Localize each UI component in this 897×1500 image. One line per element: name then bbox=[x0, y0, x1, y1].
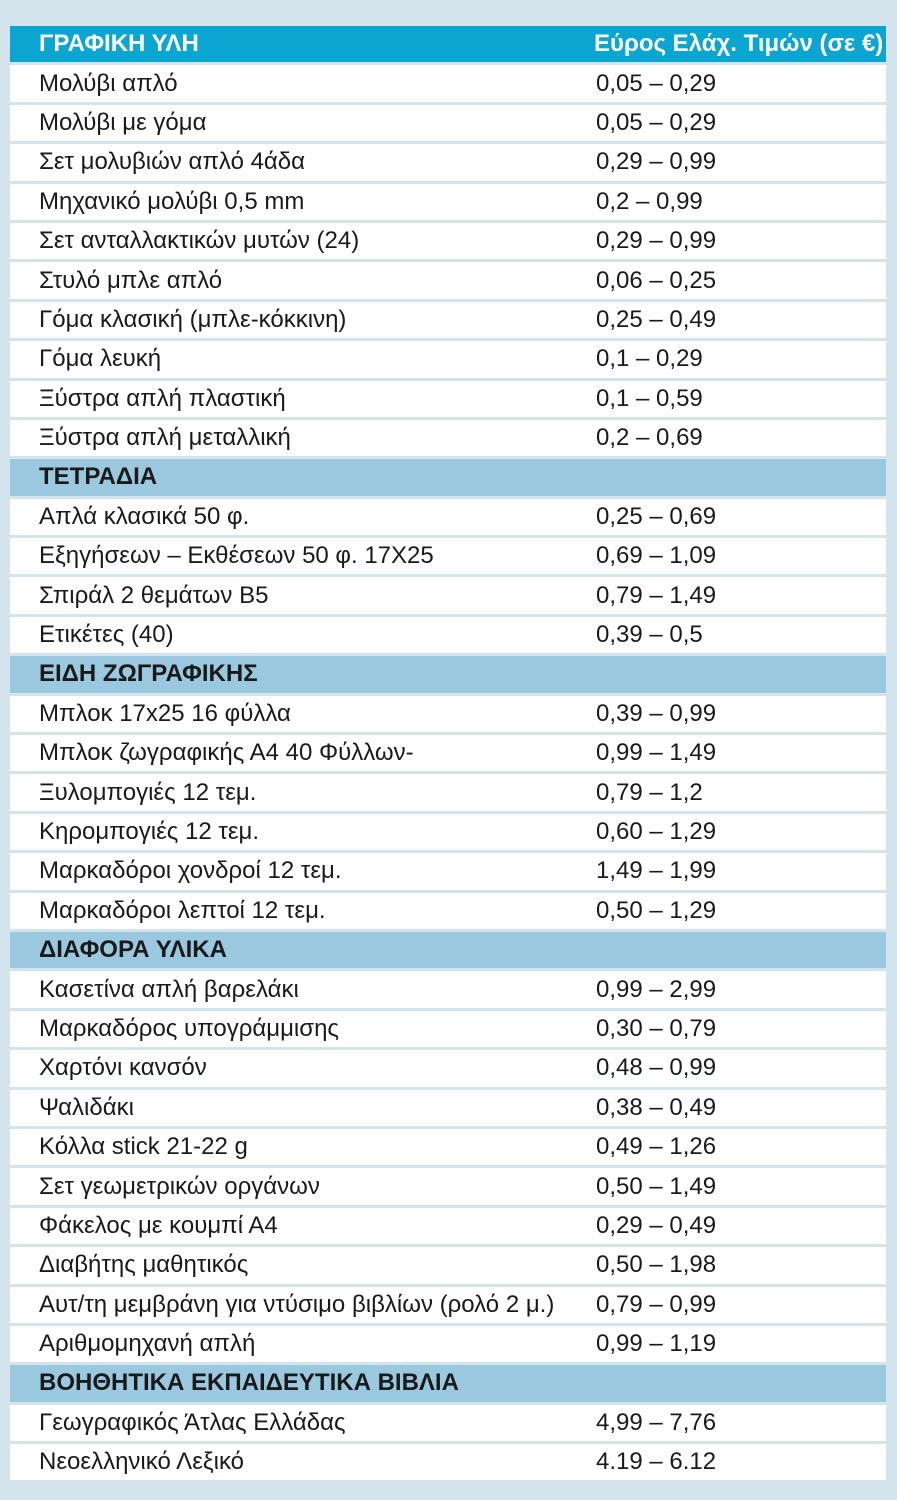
item-price-range: 0,79 – 1,49 bbox=[596, 581, 717, 609]
item-price-range: 0,38 – 0,49 bbox=[596, 1093, 717, 1121]
section-header-row bbox=[10, 932, 886, 968]
item-price-range: 0,48 – 0,99 bbox=[596, 1054, 717, 1082]
item-name: Αυτ/τη μεμβράνη για ντύσιμο βιβλίων (ρολό 2 μ.) bbox=[39, 1290, 555, 1318]
table-row bbox=[10, 853, 886, 889]
item-name: Σετ μολυβιών απλό 4άδα bbox=[39, 148, 306, 176]
table-row bbox=[10, 1090, 886, 1126]
item-price-range: 0,05 – 0,29 bbox=[596, 108, 717, 136]
item-name: Φάκελος με κουμπί Α4 bbox=[39, 1211, 278, 1239]
item-price-range: 0,79 – 1,2 bbox=[596, 778, 703, 806]
item-name: Μπλοκ ζωγραφικής Α4 40 Φύλλων- bbox=[39, 739, 414, 767]
table-row bbox=[10, 1050, 886, 1086]
table-row bbox=[10, 774, 886, 810]
item-name: Μαρκαδόρος υπογράμμισης bbox=[39, 1014, 339, 1042]
table-row bbox=[10, 617, 886, 653]
item-price-range: 4.19 – 6.12 bbox=[596, 1448, 717, 1476]
table-row bbox=[10, 1247, 886, 1283]
item-name: Μηχανικό μολύβι 0,5 mm bbox=[39, 187, 305, 215]
item-price-range: 4,99 – 7,76 bbox=[596, 1408, 717, 1436]
table-row bbox=[10, 814, 886, 850]
item-price-range: 0,39 – 0,5 bbox=[596, 621, 703, 649]
item-name: Κασετίνα απλή βαρελάκι bbox=[39, 975, 299, 1003]
item-name: Κόλλα stick 21-22 g bbox=[39, 1133, 248, 1161]
item-price-range: 0,99 – 2,99 bbox=[596, 975, 717, 1003]
table-row bbox=[10, 302, 886, 338]
item-price-range: 0,25 – 0,49 bbox=[596, 305, 717, 333]
item-name: Σετ γεωμετρικών οργάνων bbox=[39, 1172, 320, 1200]
table-row bbox=[10, 341, 886, 377]
table-row bbox=[10, 1326, 886, 1362]
header-price-range: Εύρος Ελάχ. Τιμών (σε €) bbox=[594, 30, 884, 58]
item-price-range: 0,1 – 0,59 bbox=[596, 384, 703, 412]
item-price-range: 0,50 – 1,49 bbox=[596, 1172, 717, 1200]
item-price-range: 0,50 – 1,98 bbox=[596, 1251, 717, 1279]
item-price-range: 0,29 – 0,99 bbox=[596, 148, 717, 176]
table-row bbox=[10, 499, 886, 535]
table-header-row bbox=[10, 26, 886, 62]
table-row bbox=[10, 1168, 886, 1204]
item-name: Γόμα λευκή bbox=[39, 345, 162, 373]
item-price-range: 0,50 – 1,29 bbox=[596, 896, 717, 924]
item-price-range: 0,99 – 1,19 bbox=[596, 1330, 717, 1358]
section-title: ΒΟΗΘΗΤΙΚΑ ΕΚΠΑΙΔΕΥΤΙΚΑ ΒΙΒΛΙΑ bbox=[39, 1369, 459, 1397]
table-row bbox=[10, 893, 886, 929]
section-header-row bbox=[10, 1365, 886, 1401]
item-name: Σπιράλ 2 θεμάτων Β5 bbox=[39, 581, 269, 609]
item-price-range: 0,2 – 0,99 bbox=[596, 187, 703, 215]
item-price-range: 0,99 – 1,49 bbox=[596, 739, 717, 767]
table-row bbox=[10, 144, 886, 180]
item-name: Μολύβι απλό bbox=[39, 69, 178, 97]
item-name: Αριθμομηχανή απλή bbox=[39, 1330, 256, 1358]
table-row bbox=[10, 1129, 886, 1165]
section-title: ΤΕΤΡΑΔΙΑ bbox=[39, 463, 158, 491]
item-price-range: 0,06 – 0,25 bbox=[596, 266, 717, 294]
item-price-range: 0,05 – 0,29 bbox=[596, 69, 717, 97]
section-header-row bbox=[10, 459, 886, 495]
item-name: Ξυλομπογιές 12 τεμ. bbox=[39, 778, 257, 806]
item-name: Στυλό μπλε απλό bbox=[39, 266, 223, 294]
table-row bbox=[10, 1444, 886, 1480]
section-header-row bbox=[10, 656, 886, 692]
item-price-range: 0,25 – 0,69 bbox=[596, 502, 717, 530]
item-name: Νεοελληνικό Λεξικό bbox=[39, 1448, 245, 1476]
table-row bbox=[10, 1287, 886, 1323]
table-row bbox=[10, 1011, 886, 1047]
table-row bbox=[10, 381, 886, 417]
item-name: Χαρτόνι κανσόν bbox=[39, 1054, 207, 1082]
item-name: Γεωγραφικός Άτλας Ελλάδας bbox=[39, 1408, 346, 1436]
item-name: Ξύστρα απλή πλαστική bbox=[39, 384, 286, 412]
item-price-range: 0,29 – 0,49 bbox=[596, 1211, 717, 1239]
section-title: ΕΙΔΗ ΖΩΓΡΑΦΙΚΗΣ bbox=[39, 660, 258, 688]
table-row bbox=[10, 223, 886, 259]
table-row bbox=[10, 735, 886, 771]
price-table bbox=[10, 26, 886, 1480]
item-price-range: 0,69 – 1,09 bbox=[596, 542, 717, 570]
item-name: Μαρκαδόροι χονδροί 12 τεμ. bbox=[39, 857, 342, 885]
item-name: Ξύστρα απλή μεταλλική bbox=[39, 424, 291, 452]
item-name: Μπλοκ 17x25 16 φύλλα bbox=[39, 699, 291, 727]
item-price-range: 0,49 – 1,26 bbox=[596, 1133, 717, 1161]
item-name: Ετικέτες (40) bbox=[39, 621, 174, 649]
item-name: Κηρομπογιές 12 τεμ. bbox=[39, 818, 260, 845]
header-category: ΓΡΑΦΙΚΗ ΥΛΗ bbox=[39, 30, 199, 58]
table-row bbox=[10, 971, 886, 1007]
table-row bbox=[10, 1208, 886, 1244]
table-row bbox=[10, 1405, 886, 1441]
table-row bbox=[10, 184, 886, 220]
item-price-range: 1,49 – 1,99 bbox=[596, 857, 717, 885]
item-price-range: 0,39 – 0,99 bbox=[596, 699, 717, 727]
item-name: Σετ ανταλλακτικών μυτών (24) bbox=[39, 227, 360, 255]
item-name: Απλά κλασικά 50 φ. bbox=[39, 502, 250, 530]
table-row bbox=[10, 420, 886, 456]
item-name: Μολύβι με γόμα bbox=[39, 108, 207, 136]
item-price-range: 0,79 – 0,99 bbox=[596, 1290, 717, 1318]
item-name: Γόμα κλασική (μπλε-κόκκινη) bbox=[39, 305, 347, 333]
table-row bbox=[10, 538, 886, 574]
table-row bbox=[10, 696, 886, 732]
item-name: Διαβήτης μαθητικός bbox=[39, 1251, 249, 1279]
item-price-range: 0,2 – 0,69 bbox=[596, 424, 703, 452]
item-price-range: 0,60 – 1,29 bbox=[596, 818, 717, 845]
table-row bbox=[10, 577, 886, 613]
section-title: ΔΙΑΦΟΡΑ ΥΛΙΚΑ bbox=[39, 936, 227, 964]
item-name: Εξηγήσεων – Εκθέσεων 50 φ. 17Χ25 bbox=[39, 542, 434, 570]
item-price-range: 0,30 – 0,79 bbox=[596, 1014, 717, 1042]
table-row bbox=[10, 105, 886, 141]
item-name: Μαρκαδόροι λεπτοί 12 τεμ. bbox=[39, 896, 326, 924]
item-name: Ψαλιδάκι bbox=[39, 1093, 134, 1121]
item-price-range: 0,29 – 0,99 bbox=[596, 227, 717, 255]
table-row bbox=[10, 262, 886, 298]
item-price-range: 0,1 – 0,29 bbox=[596, 345, 703, 373]
table-row bbox=[10, 65, 886, 101]
